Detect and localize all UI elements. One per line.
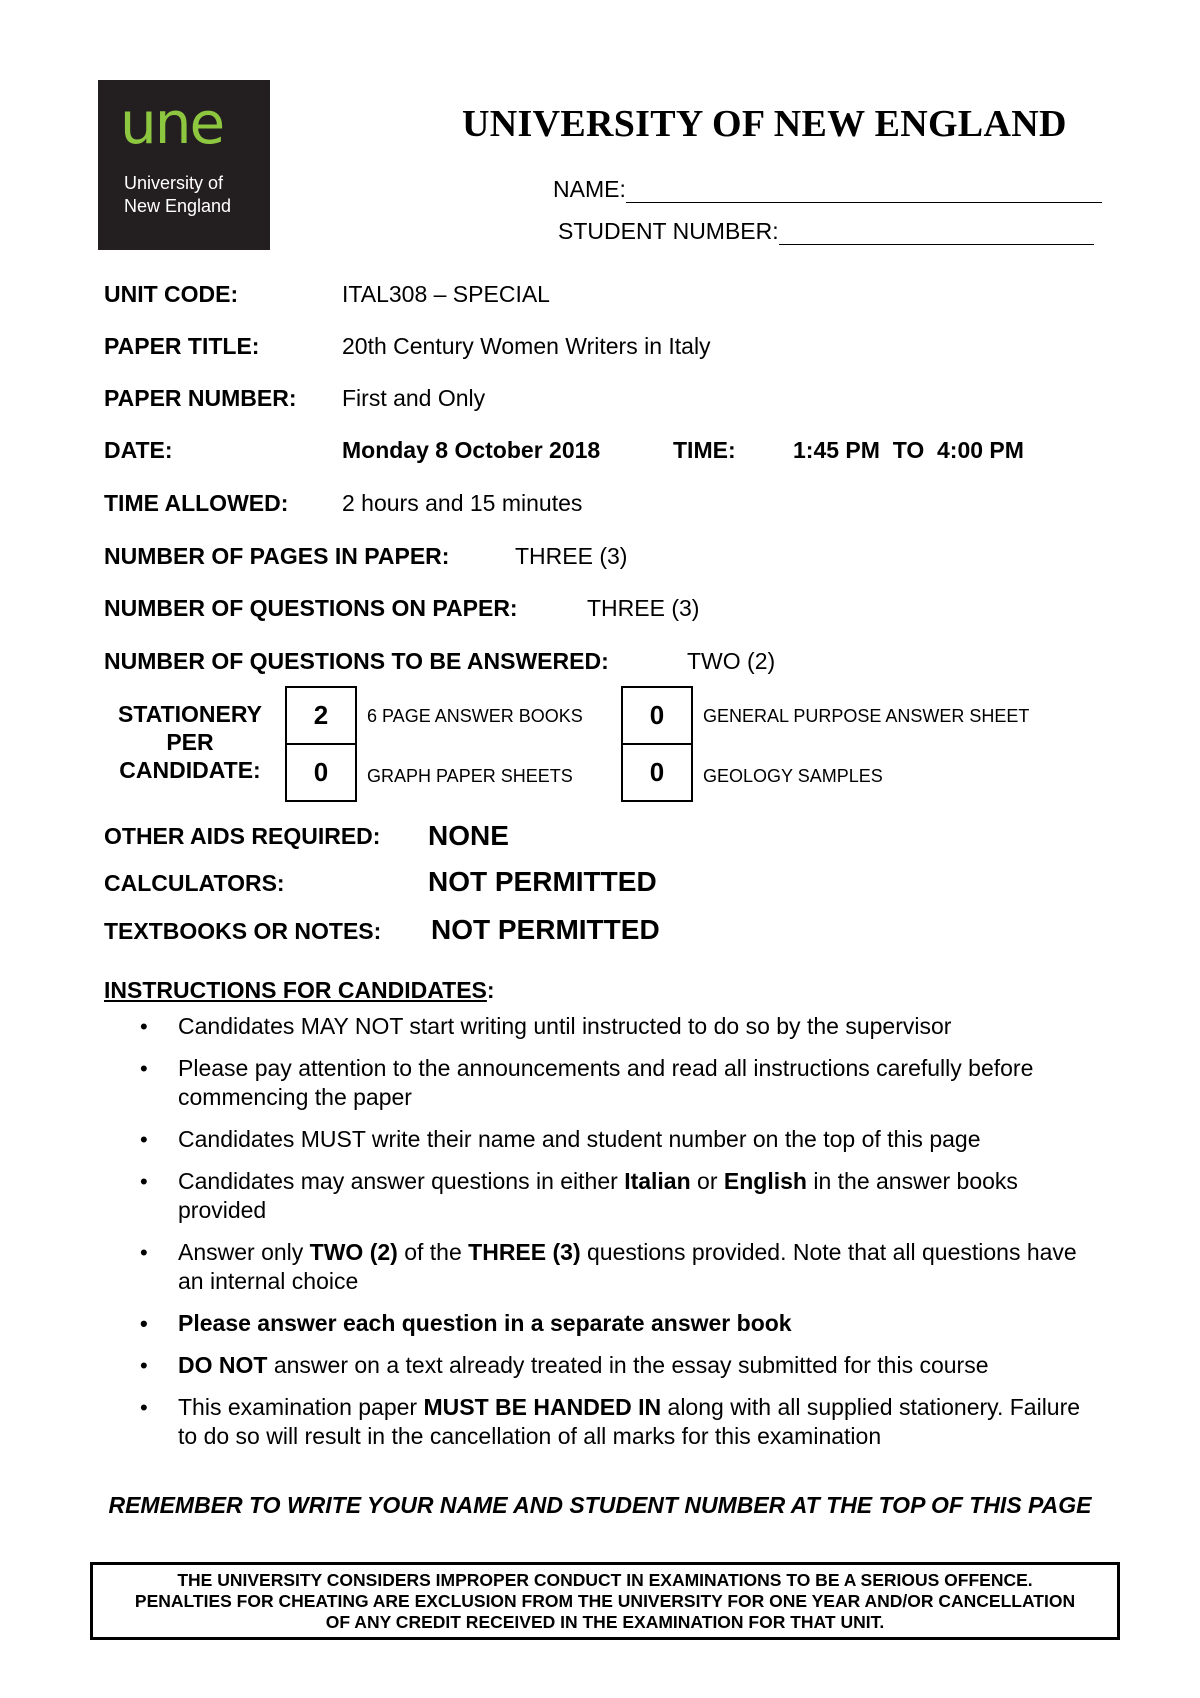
answer-books-text: 6 PAGE ANSWER BOOKS: [367, 706, 583, 726]
geology-samples-count: 0: [621, 744, 693, 802]
warning-line3: OF ANY CREDIT RECEIVED IN THE EXAMINATION FOR THAT UNIT.: [325, 1612, 885, 1632]
paper-title-value: 20th Century Women Writers in Italy: [342, 333, 711, 359]
time-allowed-value: 2 hours and 15 minutes: [342, 490, 583, 516]
unit-code-label: UNIT CODE:: [104, 281, 239, 307]
answered-label: NUMBER OF QUESTIONS TO BE ANSWERED:: [104, 648, 609, 674]
other-aids-value: NONE: [428, 820, 509, 851]
time-value: 1:45 PM TO 4:00 PM: [793, 437, 1024, 463]
instruction-text: Candidates may answer questions in either: [178, 1168, 625, 1194]
instruction-text: questions provided. Note that all questions have an internal choice: [178, 1239, 1077, 1294]
warning-line2: PENALTIES FOR CHEATING ARE EXCLUSION FROM THE UNIVERSITY FOR ONE YEAR AND/OR CANCELLATION: [134, 1591, 1076, 1611]
other-aids-label: OTHER AIDS REQUIRED:: [104, 823, 381, 849]
stationery-label-line1: STATIONERY: [118, 701, 262, 727]
instruction-item: [140, 1238, 1100, 1296]
time-label: TIME:: [673, 437, 736, 463]
university-title: UNIVERSITY OF NEW ENGLAND: [462, 103, 1067, 145]
misconduct-warning-box: [90, 1562, 1120, 1640]
name-field[interactable]: [553, 176, 1102, 203]
instruction-text: of the: [397, 1239, 469, 1265]
instruction-item: • Please answer each question in a separate answer book: [140, 1309, 1100, 1338]
graph-paper-count: 0: [285, 744, 357, 802]
instruction-emphasis: DO NOT: [178, 1352, 268, 1378]
graph-paper-text: GRAPH PAPER SHEETS: [367, 766, 573, 786]
warning-line1: THE UNIVERSITY CONSIDERS IMPROPER CONDUCT IN EXAMINATIONS TO BE A SERIOUS OFFENCE.: [177, 1570, 1033, 1590]
instructions-list: [140, 1012, 1100, 1464]
date-label: DATE:: [104, 437, 173, 463]
pages-value: THREE (3): [515, 543, 628, 569]
remember-notice: REMEMBER TO WRITE YOUR NAME AND STUDENT NUMBER AT THE TOP OF THIS PAGE: [108, 1492, 1092, 1518]
instruction-emphasis: MUST BE HANDED IN: [423, 1394, 662, 1420]
instruction-item: • Candidates MUST write their name and student number on the top of this page: [140, 1125, 1100, 1154]
instruction-text: in the answer books provided: [178, 1168, 1018, 1223]
logo-caption-line1: University of: [124, 173, 224, 193]
instruction-text: answer on a text already treated in the essay submitted for this course: [267, 1352, 989, 1378]
unit-code-value: ITAL308 – SPECIAL: [342, 281, 550, 307]
logo-caption-line2: New England: [124, 196, 232, 216]
student-number-blank-line[interactable]: [779, 222, 1094, 245]
student-number-label: STUDENT NUMBER:: [558, 218, 779, 244]
general-purpose-sheet-count: 0: [621, 686, 693, 744]
logo-mark: une: [120, 89, 224, 157]
instruction-emphasis: Italian: [624, 1168, 691, 1194]
instruction-text: Answer only: [178, 1239, 310, 1265]
instruction-item: [140, 1351, 1100, 1380]
answer-books-count: 2: [285, 686, 357, 744]
instruction-text: along with all supplied stationery. Failure to do so will result in the cancellation of all marks for this examination: [178, 1394, 1081, 1449]
stationery-label-line3: CANDIDATE:: [119, 757, 261, 783]
stationery-label-line2: PER: [166, 729, 214, 755]
instruction-text: This examination paper: [178, 1394, 424, 1420]
instructions-title: [104, 977, 495, 1004]
textbooks-value: NOT PERMITTED: [431, 914, 660, 945]
instruction-emphasis: English: [723, 1168, 807, 1194]
logo-caption: [124, 172, 231, 218]
instructions-title-text: INSTRUCTIONS FOR CANDIDATES: [104, 977, 487, 1003]
calculators-value: NOT PERMITTED: [428, 866, 657, 897]
une-logo: [98, 80, 270, 250]
time-allowed-label: TIME ALLOWED:: [104, 490, 289, 516]
textbooks-label: TEXTBOOKS OR NOTES:: [104, 918, 382, 944]
instruction-text: or: [690, 1168, 724, 1194]
calculators-label: CALCULATORS:: [104, 870, 285, 896]
answered-value: TWO (2): [687, 648, 776, 674]
instruction-emphasis: THREE (3): [468, 1239, 581, 1265]
name-blank-line[interactable]: [626, 180, 1102, 203]
paper-number-value: First and Only: [342, 385, 486, 411]
geology-samples-text: GEOLOGY SAMPLES: [703, 766, 883, 786]
instruction-item: • Candidates MAY NOT start writing until instructed to do so by the supervisor: [140, 1012, 1100, 1041]
stationery-label: [100, 700, 280, 784]
paper-number-label: PAPER NUMBER:: [104, 385, 297, 411]
general-purpose-sheet-text: GENERAL PURPOSE ANSWER SHEET: [703, 706, 1030, 726]
instruction-item: • Please pay attention to the announcements and read all instructions carefully before commencing the paper: [140, 1054, 1100, 1112]
student-number-field[interactable]: [558, 218, 1094, 245]
instruction-emphasis: TWO (2): [309, 1239, 398, 1265]
pages-label: NUMBER OF PAGES IN PAPER:: [104, 543, 450, 569]
instruction-item: [140, 1167, 1100, 1225]
instructions-title-colon: :: [486, 977, 495, 1003]
instruction-item: [140, 1393, 1100, 1451]
date-value: Monday 8 October 2018: [342, 437, 601, 463]
questions-label: NUMBER OF QUESTIONS ON PAPER:: [104, 595, 518, 621]
questions-value: THREE (3): [587, 595, 700, 621]
paper-title-label: PAPER TITLE:: [104, 333, 260, 359]
name-label: NAME:: [553, 176, 626, 202]
